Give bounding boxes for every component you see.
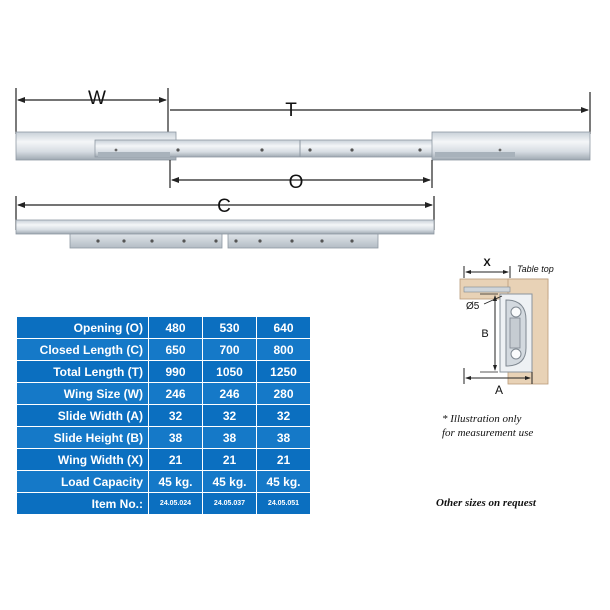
table-cell: 246 (149, 383, 203, 405)
slide-diagram (0, 0, 610, 270)
table-cell: 650 (149, 339, 203, 361)
row-label-slide-height: Slide Height (B) (17, 427, 149, 449)
row-label-load-capacity: Load Capacity (17, 471, 149, 493)
label-w: W (88, 88, 106, 109)
table-row (17, 317, 311, 339)
label-x: X (483, 257, 491, 269)
table-cell: 32 (257, 405, 311, 427)
table-cell: 700 (203, 339, 257, 361)
illustration-note-line2: for measurement use (442, 427, 534, 439)
table-row (17, 427, 311, 449)
table-row (17, 383, 311, 405)
table-row (17, 493, 311, 515)
table-cell: 38 (203, 427, 257, 449)
table-cell: 32 (149, 405, 203, 427)
extended-slide (16, 132, 590, 160)
table-cell: 530 (203, 317, 257, 339)
table-cell: 24.05.024 (149, 493, 203, 515)
table-cell: 990 (149, 361, 203, 383)
other-sizes-note: Other sizes on request (436, 497, 536, 509)
slide-profile (500, 294, 532, 372)
table-cell: 45 kg. (203, 471, 257, 493)
row-label-opening: Opening (O) (17, 317, 149, 339)
label-t: T (285, 100, 297, 121)
table-cell: 280 (257, 383, 311, 405)
label-table-top: Table top (517, 264, 554, 274)
closed-slide (16, 220, 434, 248)
table-row (17, 361, 311, 383)
dimension-t (170, 92, 590, 134)
row-label-wing-size: Wing Size (W) (17, 383, 149, 405)
cross-section-diagram (440, 250, 600, 400)
table-cell: 800 (257, 339, 311, 361)
row-label-item-no: Item No.: (17, 493, 149, 515)
row-label-closed-length: Closed Length (C) (17, 339, 149, 361)
table-row (17, 405, 311, 427)
label-a: A (494, 383, 504, 397)
label-b: B (481, 328, 489, 340)
table-row (17, 449, 311, 471)
table-cell: 1050 (203, 361, 257, 383)
table-cell: 21 (257, 449, 311, 471)
table-cell: 24.05.037 (203, 493, 257, 515)
table-cell: 246 (203, 383, 257, 405)
table-cell: 38 (149, 427, 203, 449)
row-label-total-length: Total Length (T) (17, 361, 149, 383)
table-cell: 24.05.051 (257, 493, 311, 515)
table-row (17, 471, 311, 493)
table-cell: 45 kg. (149, 471, 203, 493)
label-c: C (217, 196, 231, 217)
row-label-wing-width: Wing Width (X) (17, 449, 149, 471)
table-cell: 45 kg. (257, 471, 311, 493)
table-cell: 32 (203, 405, 257, 427)
table-cell: 480 (149, 317, 203, 339)
table-cell: 640 (257, 317, 311, 339)
table-row (17, 339, 311, 361)
table-cell: 21 (149, 449, 203, 471)
illustration-note (442, 412, 533, 440)
table-cell: 1250 (257, 361, 311, 383)
label-o: O (288, 172, 304, 193)
illustration-note-line1: * Illustration only (442, 413, 522, 425)
table-cell: 21 (203, 449, 257, 471)
row-label-slide-width: Slide Width (A) (17, 405, 149, 427)
label-diameter: Ø5 (466, 301, 480, 312)
table-cell: 38 (257, 427, 311, 449)
spec-table (16, 316, 311, 515)
